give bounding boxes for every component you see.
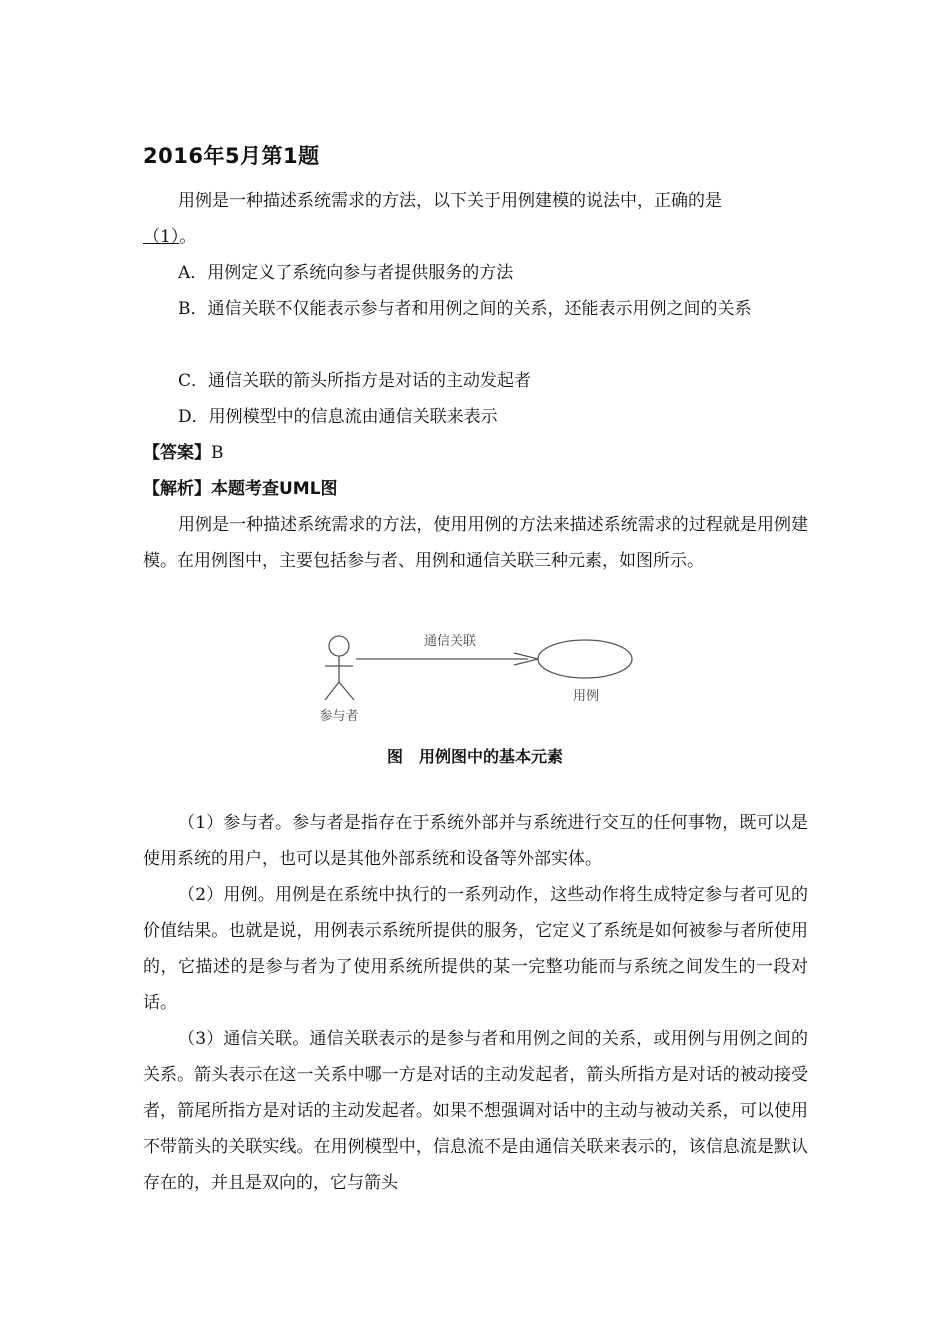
question-stem-end: 。 xyxy=(179,227,197,247)
question-stem-text: 用例是一种描述系统需求的方法，以下关于用例建模的说法中，正确的是 xyxy=(178,191,722,211)
analysis-item-1: （1）参与者。参与者是指存在于系统外部并与系统进行交互的任何事物，既可以是使用系统的用户，也可以是其他外部系统和设备等外部实体。 xyxy=(143,813,808,869)
answer-label: 【答案】 xyxy=(143,443,211,463)
page-title: 2016年5月第1题 xyxy=(143,144,320,168)
question-blank: （1） xyxy=(143,227,180,247)
figure-caption: 图 用例图中的基本元素 xyxy=(386,747,563,766)
option-a: A．用例定义了系统向参与者提供服务的方法 xyxy=(178,263,514,283)
analysis-item-3: （3）通信关联。通信关联表示的是参与者和用例之间的关系，或用例与用例之间的关系。箭头表示在这一关系中哪一方是对话的主动发起者，箭头所指方是对话的被动接受者，箭尾所指方是对话的主动发起者。如果不想强调对话中的主动与被动关系，可以使用不带箭头的关联实线。在用例模型中，信息流不是由通信关联来表示的，该信息流是默认存在的，并且是双向的，它与箭头 xyxy=(143,1029,808,1193)
option-d: D．用例模型中的信息流由通信关联来表示 xyxy=(178,407,498,427)
analysis-heading xyxy=(143,471,808,507)
usecase-label: 用例 xyxy=(572,689,600,704)
use-case-diagram xyxy=(300,625,660,730)
option-c: C．通信关联的箭头所指方是对话的主动发起者 xyxy=(178,371,532,391)
analysis-label: 【解析】 xyxy=(143,479,211,499)
actor-label: 参与者 xyxy=(319,709,359,724)
use-case-ellipse xyxy=(538,640,632,678)
answer-line xyxy=(143,435,808,471)
association-label: 通信关联 xyxy=(423,634,477,649)
question-stem xyxy=(143,183,808,255)
actor-left-leg xyxy=(325,682,339,700)
analysis-topic: 本题考查UML图 xyxy=(211,479,338,499)
option-b: B．通信关联不仅能表示参与者和用例之间的关系，还能表示用例之间的关系 xyxy=(178,299,752,319)
actor-right-leg xyxy=(339,682,354,700)
analysis-intro: 用例是一种描述系统需求的方法，使用用例的方法来描述系统需求的过程就是用例建模。在用例图中，主要包括参与者、用例和通信关联三种元素，如图所示。 xyxy=(143,515,808,571)
analysis-item-2: （2）用例。用例是在系统中执行的一系列动作，这些动作将生成特定参与者可见的价值结果。也就是说，用例表示系统所提供的服务，它定义了系统是如何被参与者所使用的，它描述的是参与者为了使用系统所提供的某一完整功能而与系统之间发生的一段对话。 xyxy=(143,885,808,1013)
actor-head xyxy=(329,636,349,656)
answer-value: B xyxy=(211,443,224,463)
actor-figure xyxy=(325,636,354,700)
